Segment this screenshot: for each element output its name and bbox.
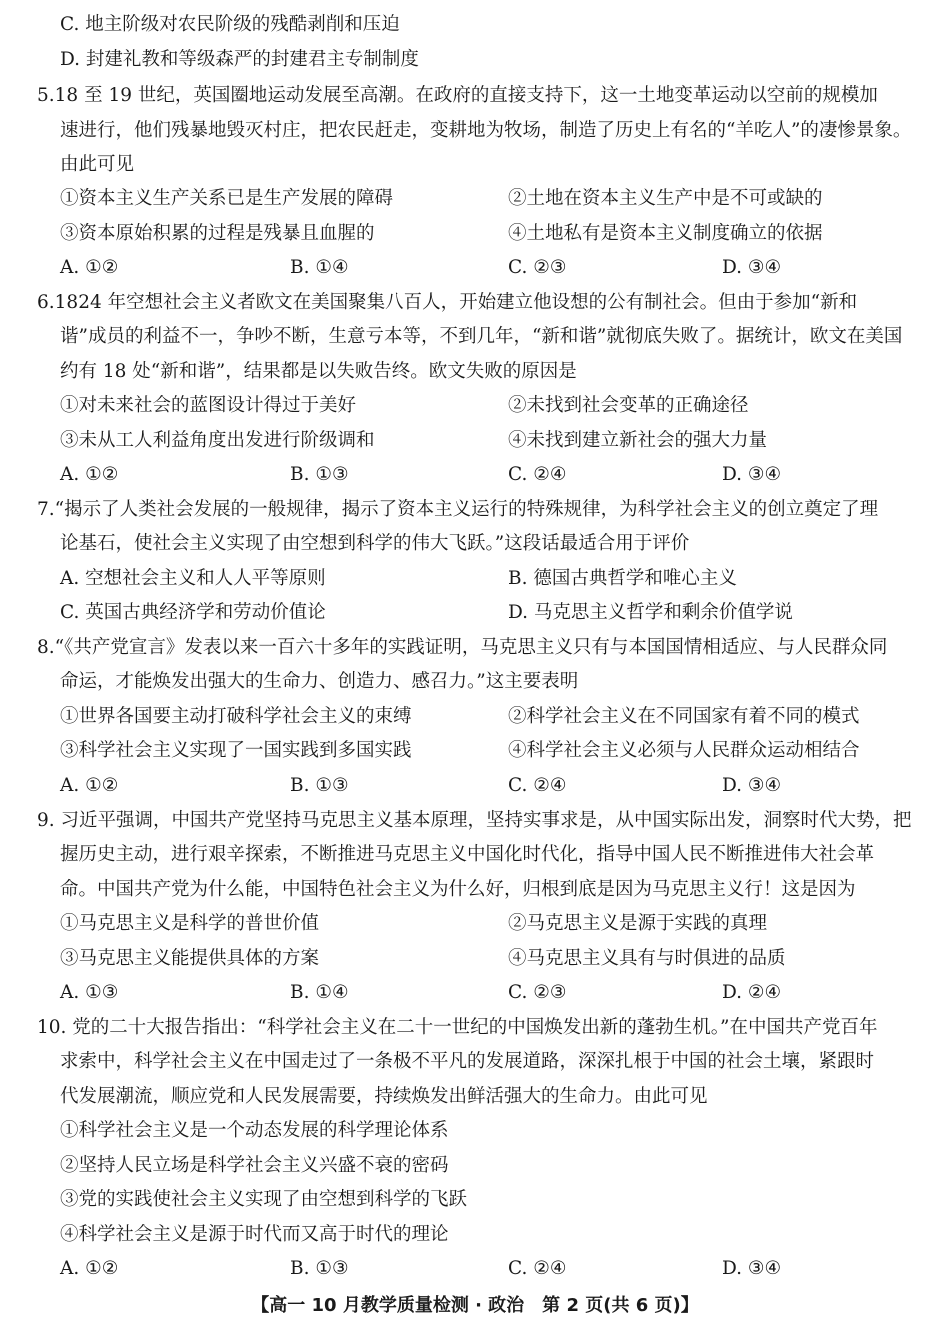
q9-stem-line: 握历史主动，进行艰辛探索，不断推进马克思主义中国化时代化，指导中国人民不断推进伟大社会革 bbox=[60, 844, 875, 865]
q6-answer-a: A. ①② bbox=[60, 464, 119, 485]
q10-answer-c: C. ②④ bbox=[508, 1258, 567, 1279]
q5-item-1: ①资本主义生产关系已是生产发展的障碍 bbox=[60, 188, 394, 209]
q6-item-3: ③未从工人利益角度出发进行阶级调和 bbox=[60, 430, 375, 451]
q9-answer-a: A. ①③ bbox=[60, 982, 119, 1003]
q9-item-3: ③马克思主义能提供具体的方案 bbox=[60, 948, 320, 969]
q5-item-3: ③资本原始积累的过程是残暴且血腥的 bbox=[60, 223, 375, 244]
q5-item-4: ④土地私有是资本主义制度确立的依据 bbox=[508, 223, 823, 244]
q9-stem-line: 命。中国共产党为什么能，中国特色社会主义为什么好，归根到底是因为马克思主义行！这是因为 bbox=[60, 879, 856, 900]
q10-stem-line: 代发展潮流，顺应党和人民发展需要，持续焕发出鲜活强大的生命力。由此可见 bbox=[60, 1086, 708, 1107]
q9-item-4: ④马克思主义具有与时俱进的品质 bbox=[508, 948, 786, 969]
q5-answer-b: B. ①④ bbox=[290, 257, 349, 278]
q6-item-4: ④未找到建立新社会的强大力量 bbox=[508, 430, 768, 451]
q10-answer-a: A. ①② bbox=[60, 1258, 119, 1279]
q9-answer-c: C. ②③ bbox=[508, 982, 567, 1003]
q6-stem-line: 谐”成员的利益不一，争吵不断，生意亏本等，不到几年，“新和谐”就彻底失败了。据统计，欧文在美国 bbox=[60, 326, 903, 347]
q8-answer-d: D. ③④ bbox=[722, 775, 782, 796]
q9-answer-d: D. ②④ bbox=[722, 982, 782, 1003]
q9-answer-b: B. ①④ bbox=[290, 982, 349, 1003]
q7-option-d: D. 马克思主义哲学和剩余价值学说 bbox=[508, 602, 793, 623]
q7-option-c: C. 英国古典经济学和劳动价值论 bbox=[60, 602, 326, 623]
q8-stem-line: 命运，才能焕发出强大的生命力、创造力、感召力。”这主要表明 bbox=[60, 671, 579, 692]
q5-item-2: ②土地在资本主义生产中是不可或缺的 bbox=[508, 188, 823, 209]
q5-answer-a: A. ①② bbox=[60, 257, 119, 278]
q7-stem-line: 7.“揭示了人类社会发展的一般规律，揭示了资本主义运行的特殊规律，为科学社会主义的创立奠定了理 bbox=[37, 499, 879, 520]
q6-answer-d: D. ③④ bbox=[722, 464, 782, 485]
q6-item-1: ①对未来社会的蓝图设计得过于美好 bbox=[60, 395, 357, 416]
q4-option-d: D. 封建礼教和等级森严的封建君主专制制度 bbox=[60, 49, 419, 70]
q8-answer-c: C. ②④ bbox=[508, 775, 567, 796]
q10-stem-line: 10. 党的二十大报告指出：“科学社会主义在二十一世纪的中国焕发出新的蓬勃生机。”在中国共产党百年 bbox=[37, 1017, 878, 1038]
q6-stem-line: 约有 18 处“新和谐”，结果都是以失败告终。欧文失败的原因是 bbox=[60, 361, 577, 382]
q6-answer-b: B. ①③ bbox=[290, 464, 349, 485]
q5-stem-line: 速进行，他们残暴地毁灭村庄，把农民赶走，变耕地为牧场，制造了历史上有名的“羊吃人”的凄惨景象。 bbox=[60, 120, 912, 141]
q9-stem-line: 9. 习近平强调，中国共产党坚持马克思主义基本原理，坚持实事求是，从中国实际出发，洞察时代大势，把 bbox=[37, 810, 912, 831]
q5-stem-line: 由此可见 bbox=[60, 154, 135, 175]
q8-stem-line: 8.“《共产党宣言》发表以来一百六十多年的实践证明，马克思主义只有与本国国情相适应、与人民群众同 bbox=[37, 637, 888, 658]
q10-answer-b: B. ①③ bbox=[290, 1258, 349, 1279]
q5-answer-d: D. ③④ bbox=[722, 257, 782, 278]
q5-answer-c: C. ②③ bbox=[508, 257, 567, 278]
q9-item-1: ①马克思主义是科学的普世价值 bbox=[60, 913, 320, 934]
q10-item-2: ②坚持人民立场是科学社会主义兴盛不衰的密码 bbox=[60, 1155, 449, 1176]
q10-item-3: ③党的实践使社会主义实现了由空想到科学的飞跃 bbox=[60, 1189, 468, 1210]
q8-answer-b: B. ①③ bbox=[290, 775, 349, 796]
q8-answer-a: A. ①② bbox=[60, 775, 119, 796]
q10-item-1: ①科学社会主义是一个动态发展的科学理论体系 bbox=[60, 1120, 449, 1141]
q4-option-c: C. 地主阶级对农民阶级的残酷剥削和压迫 bbox=[60, 14, 400, 35]
q5-stem-line: 5.18 至 19 世纪，英国圈地运动发展至高潮。在政府的直接支持下，这一土地变革运动以空前的规模加 bbox=[37, 85, 878, 106]
q6-item-2: ②未找到社会变革的正确途径 bbox=[508, 395, 749, 416]
q8-item-1: ①世界各国要主动打破科学社会主义的束缚 bbox=[60, 706, 412, 727]
q10-answer-d: D. ③④ bbox=[722, 1258, 782, 1279]
q8-item-3: ③科学社会主义实现了一国实践到多国实践 bbox=[60, 740, 412, 761]
q10-item-4: ④科学社会主义是源于时代而又高于时代的理论 bbox=[60, 1224, 449, 1245]
q10-stem-line: 求索中，科学社会主义在中国走过了一条极不平凡的发展道路，深深扎根于中国的社会土壤，紧跟时 bbox=[60, 1051, 875, 1072]
q9-item-2: ②马克思主义是源于实践的真理 bbox=[508, 913, 768, 934]
q6-answer-c: C. ②④ bbox=[508, 464, 567, 485]
q8-item-2: ②科学社会主义在不同国家有着不同的模式 bbox=[508, 706, 860, 727]
q8-item-4: ④科学社会主义必须与人民群众运动相结合 bbox=[508, 740, 860, 761]
q7-stem-line: 论基石，使社会主义实现了由空想到科学的伟大飞跃。”这段话最适合用于评价 bbox=[60, 533, 690, 554]
q7-option-b: B. 德国古典哲学和唯心主义 bbox=[508, 568, 737, 589]
q7-option-a: A. 空想社会主义和人人平等原则 bbox=[60, 568, 326, 589]
q6-stem-line: 6.1824 年空想社会主义者欧文在美国聚集八百人，开始建立他设想的公有制社会。但由于参加“新和 bbox=[37, 292, 858, 313]
page-footer: 【高一 10 月教学质量检测 · 政治 第 2 页(共 6 页)】 bbox=[251, 1295, 699, 1316]
